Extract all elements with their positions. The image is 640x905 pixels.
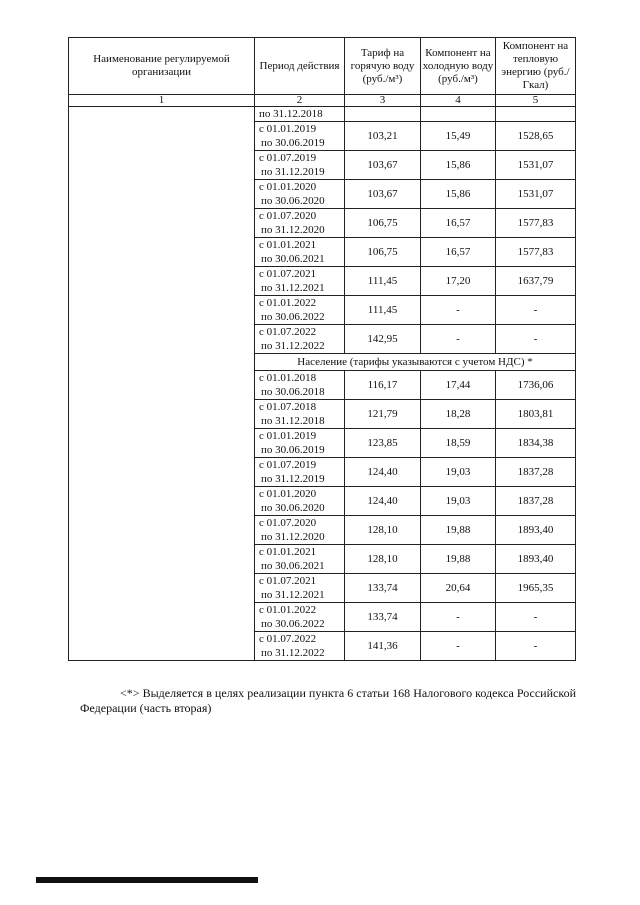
period-from: с 01.01.2022 — [259, 297, 317, 309]
heat-value: 1531,07 — [496, 151, 576, 180]
table-body — [69, 107, 576, 661]
period-from: с 01.07.2022 — [259, 326, 317, 338]
period-cell — [255, 180, 345, 209]
cold-water-value: 19,88 — [421, 545, 496, 574]
heat-value: 1577,83 — [496, 238, 576, 267]
period-to: по 30.06.2021 — [261, 253, 325, 265]
hot-water-value: 133,74 — [345, 603, 421, 632]
period-from: с 01.01.2022 — [259, 604, 317, 616]
hot-water-value: 124,40 — [345, 458, 421, 487]
hot-water-value: 128,10 — [345, 516, 421, 545]
group-label: Население (тарифы указываются с учетом НДС) * — [255, 354, 576, 371]
org-name-cell — [69, 107, 255, 661]
period-cell — [255, 209, 345, 238]
period-cell — [255, 238, 345, 267]
col-num-5: 5 — [496, 95, 576, 107]
hot-water-value: 121,79 — [345, 400, 421, 429]
period-cell — [255, 400, 345, 429]
col-num-2: 2 — [255, 95, 345, 107]
cold-water-value: 17,20 — [421, 267, 496, 296]
header-cold-water: Компонент на холодную воду (руб./м³) — [421, 38, 496, 95]
hot-cell — [345, 107, 421, 122]
period-to: по 30.06.2021 — [261, 560, 325, 572]
heat-value: 1837,28 — [496, 487, 576, 516]
heat-value: - — [496, 632, 576, 661]
heat-value: 1965,35 — [496, 574, 576, 603]
period-from: с 01.07.2022 — [259, 633, 317, 645]
period-to: по 31.12.2021 — [261, 589, 325, 601]
period-cell — [255, 371, 345, 400]
period-to: по 30.06.2020 — [261, 502, 325, 514]
period-from: с 01.01.2019 — [259, 123, 317, 135]
cold-water-value: 19,03 — [421, 458, 496, 487]
period-cell — [255, 574, 345, 603]
cold-cell — [421, 107, 496, 122]
period-from: с 01.01.2021 — [259, 546, 317, 558]
period-cell — [255, 603, 345, 632]
cold-water-value: 19,88 — [421, 516, 496, 545]
hot-water-value: 128,10 — [345, 545, 421, 574]
period-cell — [255, 458, 345, 487]
cold-water-value: 19,03 — [421, 487, 496, 516]
heat-cell — [496, 107, 576, 122]
hot-water-value: 141,36 — [345, 632, 421, 661]
hot-water-value: 116,17 — [345, 371, 421, 400]
period-cell — [255, 151, 345, 180]
hot-water-value: 123,85 — [345, 429, 421, 458]
period-to: по 31.12.2019 — [261, 166, 325, 178]
period-cell — [255, 296, 345, 325]
period-cell — [255, 632, 345, 661]
period-to: по 30.06.2019 — [261, 137, 325, 149]
cold-water-value: - — [421, 603, 496, 632]
period-to: по 31.12.2020 — [261, 531, 325, 543]
heat-value: - — [496, 296, 576, 325]
heat-value: 1893,40 — [496, 545, 576, 574]
period-cell — [255, 325, 345, 354]
period-to: по 31.12.2022 — [261, 340, 325, 352]
header-heat: Компонент на тепловую энергию (руб./Гкал) — [496, 38, 576, 95]
period-to: по 30.06.2019 — [261, 444, 325, 456]
heat-value: 1528,65 — [496, 122, 576, 151]
period-cell: по 31.12.2018 — [255, 107, 345, 122]
footer-bar — [36, 877, 258, 883]
period-cell — [255, 267, 345, 296]
header-hot-water: Тариф на горячую воду (руб./м³) — [345, 38, 421, 95]
heat-value: 1531,07 — [496, 180, 576, 209]
period-to: по 30.06.2020 — [261, 195, 325, 207]
period-from: с 01.01.2019 — [259, 430, 317, 442]
period-to: по 31.12.2021 — [261, 282, 325, 294]
period-from: с 01.07.2019 — [259, 459, 317, 471]
hot-water-value: 124,40 — [345, 487, 421, 516]
cold-water-value: - — [421, 296, 496, 325]
period-from: с 01.07.2020 — [259, 210, 317, 222]
column-number-row — [69, 95, 576, 107]
period-to: по 30.06.2022 — [261, 311, 325, 323]
period-cell — [255, 487, 345, 516]
header-row — [69, 38, 576, 95]
heat-value: - — [496, 325, 576, 354]
period-to: по 31.12.2019 — [261, 473, 325, 485]
period-from: с 01.07.2021 — [259, 575, 317, 587]
period-to: по 31.12.2020 — [261, 224, 325, 236]
period-from: с 01.01.2020 — [259, 488, 317, 500]
period-from: с 01.07.2021 — [259, 268, 317, 280]
heat-value: 1834,38 — [496, 429, 576, 458]
cold-water-value: - — [421, 325, 496, 354]
cold-water-value: 20,64 — [421, 574, 496, 603]
period-cell — [255, 122, 345, 151]
footnote: <*> Выделяется в целях реализации пункта 6 статьи 168 Налогового кодекса Российской Федерации (часть вторая) — [80, 686, 576, 715]
hot-water-value: 103,21 — [345, 122, 421, 151]
tariff-table — [68, 37, 576, 661]
hot-water-value: 111,45 — [345, 296, 421, 325]
hot-water-value: 103,67 — [345, 151, 421, 180]
period-cell — [255, 429, 345, 458]
period-to: по 30.06.2018 — [261, 386, 325, 398]
cold-water-value: 15,49 — [421, 122, 496, 151]
col-num-4: 4 — [421, 95, 496, 107]
hot-water-value: 142,95 — [345, 325, 421, 354]
hot-water-value: 106,75 — [345, 209, 421, 238]
header-period: Период действия — [255, 38, 345, 95]
cold-water-value: 18,59 — [421, 429, 496, 458]
heat-value: 1736,06 — [496, 371, 576, 400]
heat-value: - — [496, 603, 576, 632]
hot-water-value: 133,74 — [345, 574, 421, 603]
header-org: Наименование регулируемой организации — [69, 38, 255, 95]
cold-water-value: 18,28 — [421, 400, 496, 429]
period-to: по 30.06.2022 — [261, 618, 325, 630]
cold-water-value: 15,86 — [421, 151, 496, 180]
heat-value: 1577,83 — [496, 209, 576, 238]
col-num-3: 3 — [345, 95, 421, 107]
cold-water-value: - — [421, 632, 496, 661]
heat-value: 1893,40 — [496, 516, 576, 545]
period-to: по 31.12.2018 — [261, 415, 325, 427]
hot-water-value: 103,67 — [345, 180, 421, 209]
period-from: с 01.07.2020 — [259, 517, 317, 529]
period-from: с 01.01.2021 — [259, 239, 317, 251]
hot-water-value: 106,75 — [345, 238, 421, 267]
heat-value: 1637,79 — [496, 267, 576, 296]
table-row — [69, 107, 576, 122]
period-from: с 01.07.2018 — [259, 401, 317, 413]
col-num-1: 1 — [69, 95, 255, 107]
cold-water-value: 16,57 — [421, 238, 496, 267]
period-cell — [255, 545, 345, 574]
period-from: с 01.07.2019 — [259, 152, 317, 164]
period-cell — [255, 516, 345, 545]
hot-water-value: 111,45 — [345, 267, 421, 296]
period-to: по 31.12.2022 — [261, 647, 325, 659]
cold-water-value: 16,57 — [421, 209, 496, 238]
period-from: с 01.01.2020 — [259, 181, 317, 193]
cold-water-value: 17,44 — [421, 371, 496, 400]
period-from: с 01.01.2018 — [259, 372, 317, 384]
heat-value: 1803,81 — [496, 400, 576, 429]
heat-value: 1837,28 — [496, 458, 576, 487]
cold-water-value: 15,86 — [421, 180, 496, 209]
